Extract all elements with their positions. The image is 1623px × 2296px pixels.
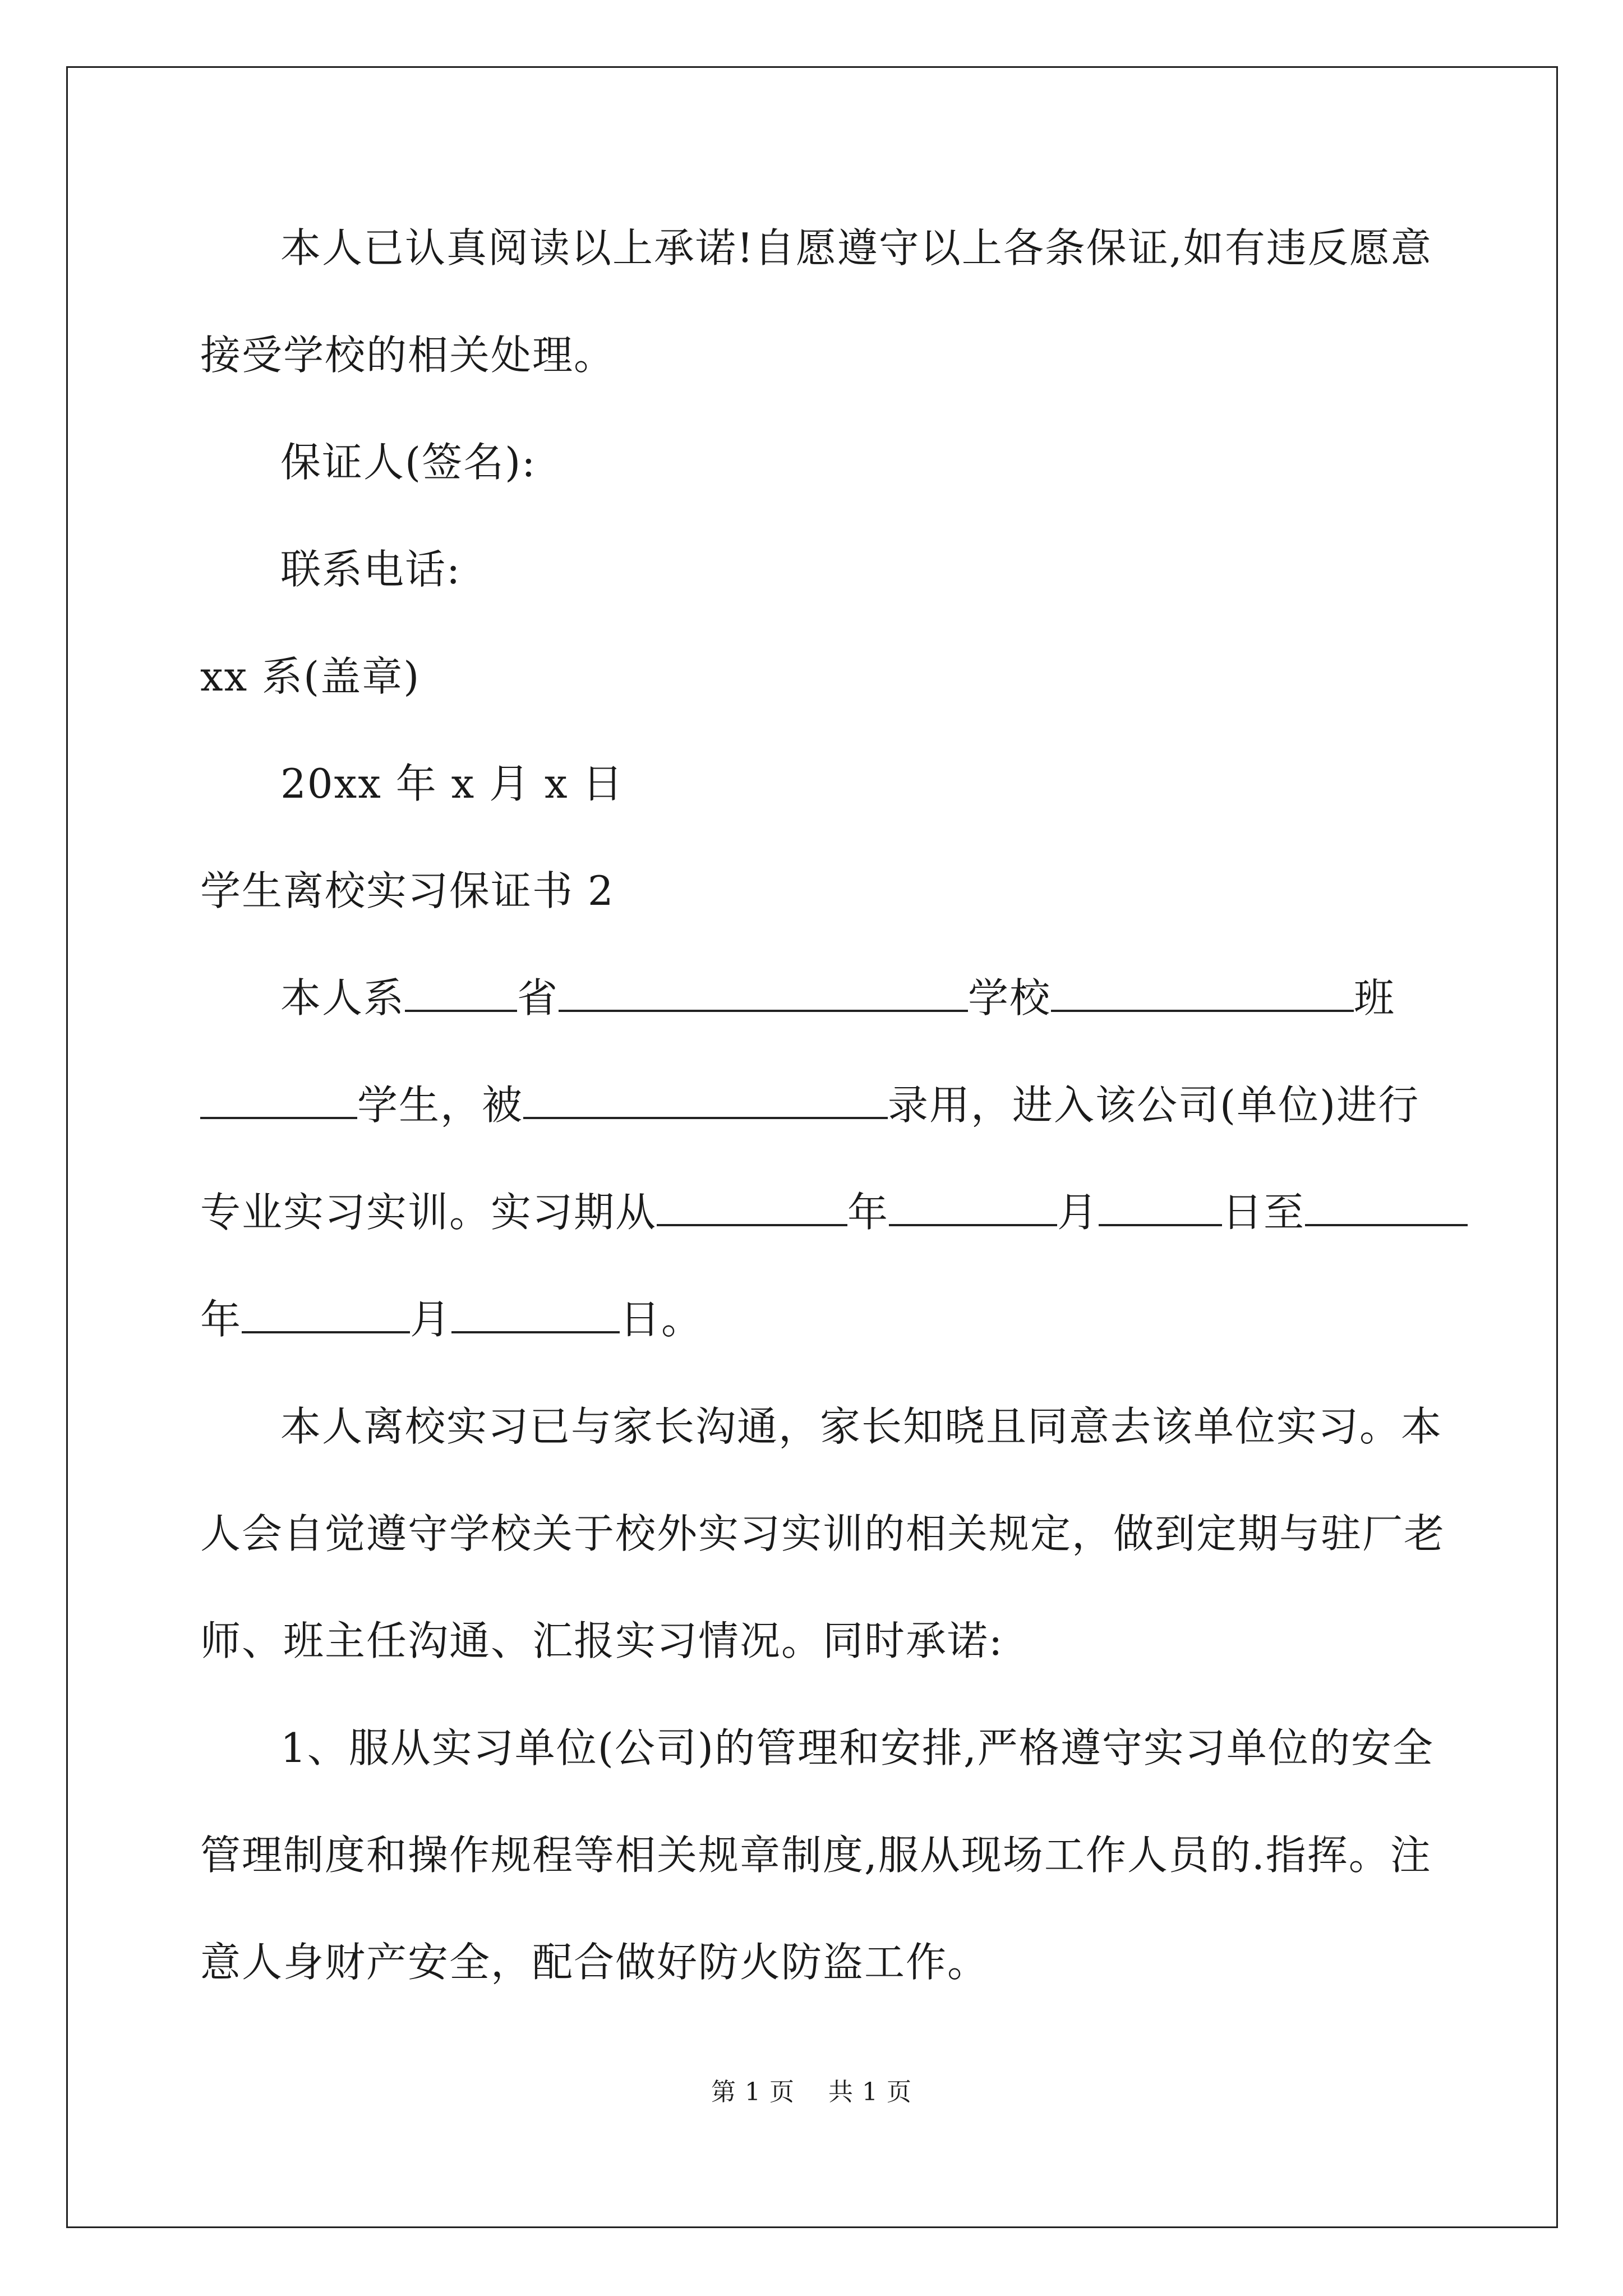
start-month-blank[interactable] (889, 1188, 1057, 1226)
form-line-2 (200, 1078, 1419, 1132)
province-blank[interactable] (405, 974, 517, 1012)
student-blank[interactable] (200, 1081, 357, 1119)
contact-phone-label: 联系电话: (280, 546, 462, 593)
guarantor-signature-label: 保证人(签名): (280, 439, 537, 486)
start-day-to-label: 日至 (1222, 1189, 1306, 1236)
start-month-label: 月 (1057, 1189, 1099, 1236)
item-1-line-1: 1、服从实习单位(公司)的管理和安排,严格遵守实习单位的安全 (280, 1724, 1434, 1772)
item-1-line-2: 管理制度和操作规程等相关规章制度,服从现场工作人员的.指挥。注 (200, 1832, 1432, 1879)
employer-blank[interactable] (523, 1081, 888, 1119)
department-seal-label: xx 系(盖章) (200, 653, 421, 700)
end-day-label: 日。 (620, 1296, 703, 1343)
item-1-line-3: 意人身财产安全，配合做好防火防盗工作。 (200, 1939, 989, 1986)
start-year-label: 年 (847, 1189, 889, 1236)
page-border (66, 66, 1558, 2228)
end-month-label: 月 (410, 1296, 452, 1343)
school-label: 学校 (968, 974, 1052, 1022)
class-blank[interactable] (1051, 974, 1354, 1012)
form-lead-text: 本人系 (280, 974, 405, 1022)
start-year-blank[interactable] (657, 1188, 847, 1226)
page-total: 共 1 页 (828, 2078, 912, 2106)
end-day-blank[interactable] (451, 1295, 620, 1333)
paragraph-2-line-1: 本人离校实习已与家长沟通，家长知晓且同意去该单位实习。本 (280, 1403, 1443, 1450)
student-label: 学生，被 (357, 1082, 524, 1129)
page-footer (0, 2076, 1623, 2109)
paragraph-1-line-2: 接受学校的相关处理。 (200, 332, 616, 379)
end-year-label: 年 (200, 1296, 242, 1343)
paragraph-2-line-3: 师、班主任沟通、汇报实习情况。同时承诺: (200, 1617, 1004, 1664)
school-blank[interactable] (559, 974, 968, 1012)
paragraph-2-line-2: 人会自觉遵守学校关于校外实习实训的相关规定，做到定期与驻厂老 (200, 1510, 1446, 1557)
start-day-blank[interactable] (1099, 1188, 1222, 1226)
end-month-blank[interactable] (242, 1295, 410, 1333)
page-number: 第 1 页 (711, 2078, 795, 2106)
employed-label: 录用，进入该公司(单位)进行 (888, 1082, 1420, 1129)
form-line-1 (280, 971, 1395, 1025)
section-title: 学生离校实习保证书 2 (200, 867, 615, 914)
end-year-blank[interactable] (1305, 1188, 1468, 1226)
class-label: 班 (1354, 974, 1396, 1022)
internship-period-lead: 专业实习实训。实习期从 (200, 1189, 657, 1236)
date-line: 20xx 年 x 月 x 日 (280, 760, 624, 807)
paragraph-1-line-1: 本人已认真阅读以上承诺!自愿遵守以上各条保证,如有违反愿意 (280, 224, 1432, 272)
form-line-4 (200, 1292, 703, 1346)
province-label: 省 (517, 974, 559, 1022)
form-line-3 (200, 1185, 1468, 1239)
